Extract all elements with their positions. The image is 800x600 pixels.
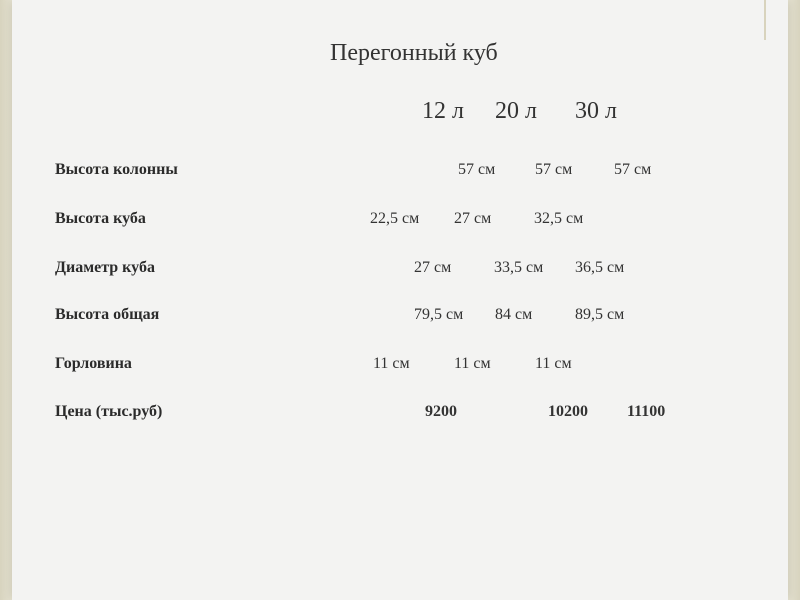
slide-corner-mark xyxy=(756,0,766,40)
background-edge-right xyxy=(788,0,800,600)
cell-total-height-12: 79,5 см xyxy=(414,306,464,323)
cell-column-height-30: 57 см xyxy=(614,161,652,178)
cell-neck-12: 11 см xyxy=(373,355,410,372)
cell-price-20: 10200 xyxy=(548,403,588,420)
cell-cube-diameter-30: 36,5 см xyxy=(575,259,625,276)
cell-total-height-20: 84 см xyxy=(495,306,533,323)
row-label-cube-diameter: Диаметр куба xyxy=(55,259,155,276)
volume-header-30: 30 л xyxy=(575,98,617,124)
cell-price-12: 9200 xyxy=(425,403,457,420)
row-label-total-height: Высота общая xyxy=(55,306,160,323)
cell-column-height-12: 57 см xyxy=(458,161,496,178)
cell-neck-20: 11 см xyxy=(454,355,491,372)
background-edge-left xyxy=(0,0,12,600)
slide xyxy=(12,0,788,600)
row-label-neck: Горловина xyxy=(55,355,132,372)
cell-column-height-20: 57 см xyxy=(535,161,573,178)
volume-header-20: 20 л xyxy=(495,98,537,124)
row-label-cube-height: Высота куба xyxy=(55,210,146,227)
cell-cube-diameter-12: 27 см xyxy=(414,259,452,276)
slide-title: Перегонный куб xyxy=(330,40,498,66)
cell-cube-height-12: 22,5 см xyxy=(370,210,420,227)
cell-cube-diameter-20: 33,5 см xyxy=(494,259,544,276)
volume-header-12: 12 л xyxy=(422,98,464,124)
row-label-price: Цена (тыс.руб) xyxy=(55,403,163,420)
cell-price-30: 11100 xyxy=(627,403,666,420)
cell-neck-30: 11 см xyxy=(535,355,572,372)
cell-cube-height-20: 27 см xyxy=(454,210,492,227)
cell-total-height-30: 89,5 см xyxy=(575,306,625,323)
row-label-column-height: Высота колонны xyxy=(55,161,178,178)
cell-cube-height-30: 32,5 см xyxy=(534,210,584,227)
